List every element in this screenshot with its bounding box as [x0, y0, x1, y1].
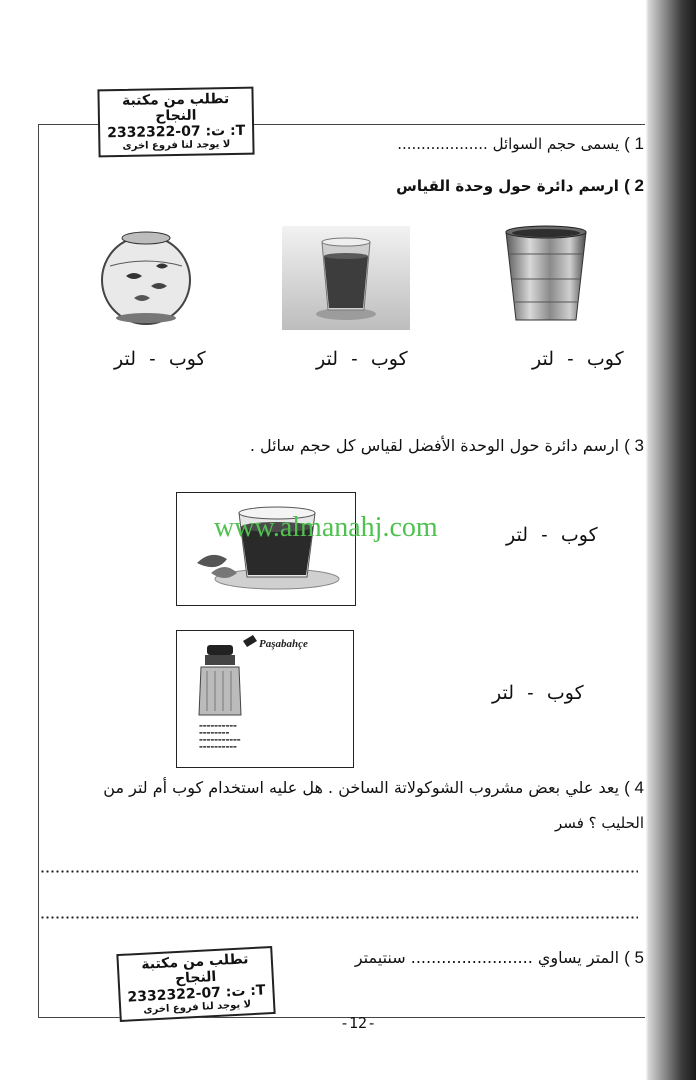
page-number: -12-	[340, 1014, 377, 1032]
question-4-number: 4 )	[624, 778, 644, 797]
choice-jar[interactable]: كوب - لتر	[492, 683, 584, 704]
bucket-image	[498, 224, 594, 324]
question-4-line-2: الحليب ؟ فسر	[555, 814, 644, 832]
question-2	[396, 176, 644, 196]
stamp-line-1: تطلب من مكتبة النجاح	[121, 91, 230, 125]
stamp-line-3: لا يوجد لنا فروع اخرى	[122, 139, 231, 153]
watermark: www.almanahj.com	[214, 512, 438, 543]
question-4-line-1: يعد علي بعض مشروب الشوكولاتة الساخن . هل عليه استخدام كوب أم لتر من	[103, 778, 620, 797]
library-stamp-bottom	[116, 946, 275, 1022]
library-stamp-top	[97, 87, 254, 157]
page-shadow	[648, 0, 696, 1080]
stamp-line-3: لا يوجد لنا فروع اخرى	[143, 999, 252, 1017]
question-3-number: 3 )	[624, 436, 644, 455]
question-5-number: 5 )	[624, 948, 644, 967]
fishbowl-image	[96, 226, 196, 326]
choice-glass[interactable]: كوب - لتر	[316, 349, 408, 370]
question-2-text: ارسم دائرة حول وحدة القياس	[396, 177, 619, 195]
question-2-number: 2 )	[624, 176, 644, 195]
jar-brand: Paşabahçe	[259, 638, 308, 650]
stamp-line-2: ت: 07-2332322 :T	[107, 122, 246, 142]
question-1	[397, 134, 644, 154]
jar-image: Paşabahçe ▬▬▬▬▬▬▬▬▬▬ ▬▬▬▬▬▬▬▬ ▬▬▬▬▬▬▬▬▬▬▬ ▬▬▬▬▬▬▬▬▬▬	[176, 630, 354, 768]
answer-line-1[interactable]	[40, 870, 638, 873]
question-1-text: يسمى حجم السوائل ...................	[397, 135, 620, 153]
answer-line-2[interactable]	[40, 916, 638, 919]
choice-tea[interactable]: كوب - لتر	[506, 525, 598, 546]
choice-bucket[interactable]: كوب - لتر	[532, 349, 624, 370]
question-5-text: المتر يساوي ........................ سنتيمتر	[354, 948, 620, 967]
question-1-number: 1 )	[624, 134, 644, 153]
tea-cup-image	[176, 492, 356, 606]
question-4	[103, 778, 644, 798]
question-3-text: ارسم دائرة حول الوحدة الأفضل لقياس كل حجم سائل .	[249, 436, 620, 455]
stamp-line-1: تطلب من مكتبة النجاح	[140, 951, 249, 988]
stamp-line-2: ت: 07-2332322 :T	[127, 982, 266, 1006]
choice-bowl[interactable]: كوب - لتر	[114, 349, 206, 370]
question-5	[355, 948, 644, 968]
question-3	[250, 436, 644, 456]
juice-glass-image	[282, 226, 410, 330]
